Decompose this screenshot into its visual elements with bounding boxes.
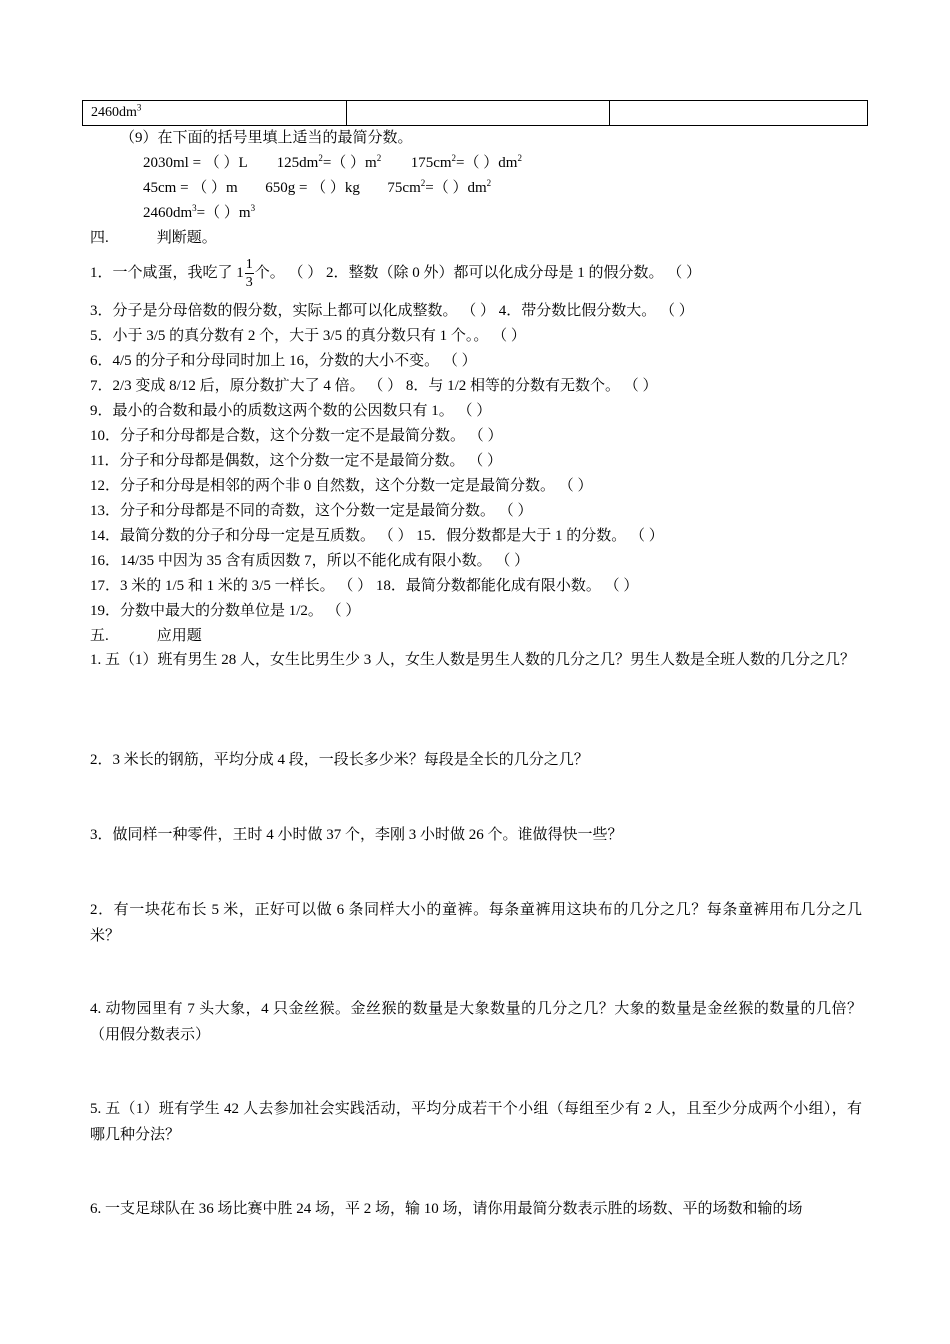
app-question-7: 6. 一支足球队在 36 场比赛中胜 24 场，平 2 场，输 10 场，请你用最简分数表示胜的场数、平的场数和输的场 xyxy=(90,1201,803,1217)
q9-line-3: $2460dm^3=$（ ）$m^3$ xyxy=(143,203,256,221)
judge-item-1-2: 1．一个咸蛋，我吃了 1 $\frac{1}{3}$ 个。 （ ） 2．整数（除 0 外）都可以化成分母是 1 的假分数。 （ ） xyxy=(90,257,702,290)
app-question-2: 2．3 米长的钢筋，平均分成 4 段，一段长多少米？每段是全长的几分之几？ xyxy=(90,752,589,768)
section-5-heading: 五. 应用题 xyxy=(90,628,202,644)
app-question-6: 5. 五（1）班有学生 42 人去参加社会实践活动，平均分成若干个小组（每组至少有 2 人，且至少分成两个小组），有哪几种分法？ xyxy=(90,1101,862,1143)
judge-item-5: 5．小于 3/5 的真分数有 2 个，大于 3/5 的真分数只有 1 个。。 （ ） xyxy=(90,328,526,344)
app-question-4: 2．有一块花布长 5 米，正好可以做 6 条同样大小的童裤。每条童裤用这块布的几分之几？每条童裤用布几分之几米？ xyxy=(90,902,862,944)
judge-item-7-8: 7．2/3 变成 8/12 后，原分数扩大了 4 倍。 （ ） 8．与 1/2 相等的分数有无数个。 （ ） xyxy=(90,378,658,394)
table-row xyxy=(83,101,868,126)
q9-line-1: 2030ml = （ ）L $125dm^2=$（ ）$m^2$ $175cm^2=$（ ）$dm^2$ xyxy=(143,153,522,171)
judge-item-12: 12．分子和分母是相邻的两个非 0 自然数，这个分数一定是最简分数。 （ ） xyxy=(90,478,593,494)
app-question-3: 3．做同样一种零件，王时 4 小时做 37 个，李刚 3 小时做 26 个。谁做得快一些？ xyxy=(90,827,623,843)
judge-item-14-15: 14．最简分数的分子和分母一定是互质数。 （ ） 15．假分数都是大于 1 的分数。 （ ） xyxy=(90,528,664,544)
judge-item-3-4: 3．分子是分母倍数的假分数，实际上都可以化成整数。 （ ） 4．带分数比假分数大。 （ ） xyxy=(90,303,694,319)
judge-item-19: 19．分数中最大的分数单位是 1/2。 （ ） xyxy=(90,603,361,619)
judge-item-11: 11．分子和分母都是偶数，这个分数一定不是最简分数。 （ ） xyxy=(90,453,502,469)
judge-item-17-18: 17．3 米的 1/5 和 1 米的 3/5 一样长。 （ ） 18．最简分数都能化成有限小数。 （ ） xyxy=(90,578,639,594)
table-cell: $2460dm^3$ xyxy=(83,101,347,126)
table-cell xyxy=(610,101,868,126)
table-cell xyxy=(347,101,610,126)
judge-item-16: 16．14/35 中因为 35 含有质因数 7，所以不能化成有限小数。 （ ） xyxy=(90,553,530,569)
answer-table xyxy=(82,100,868,126)
q9-title: （9）在下面的括号里填上适当的最简分数。 xyxy=(120,130,413,146)
judge-item-13: 13．分子和分母都是不同的奇数，这个分数一定是最简分数。 （ ） xyxy=(90,503,533,519)
fraction: $\frac{1}{3}$ xyxy=(245,257,253,290)
app-question-1: 1. 五（1）班有男生 28 人，女生比男生少 3 人，女生人数是男生人数的几分之几？男生人数是全班人数的几分之几？ xyxy=(90,652,856,668)
judge-item-6: 6．4/5 的分子和分母同时加上 16，分数的大小不变。 （ ） xyxy=(90,353,477,369)
app-question-5: 4. 动物园里有 7 头大象，4 只金丝猴。金丝猴的数量是大象数量的几分之几？大象的数量是金丝猴的数量的几倍？（用假分数表示） xyxy=(90,1001,862,1043)
q9-line-2: 45cm = （ ）m 650g = （ ）kg $75cm^2=$（ ）$dm^2$ xyxy=(143,178,492,196)
judge-item-10: 10．分子和分母都是合数，这个分数一定不是最简分数。 （ ） xyxy=(90,428,503,444)
judge-item-9: 9．最小的合数和最小的质数这两个数的公因数只有 1。 （ ） xyxy=(90,403,492,419)
section-4-heading: 四. 判断题。 xyxy=(90,230,217,246)
